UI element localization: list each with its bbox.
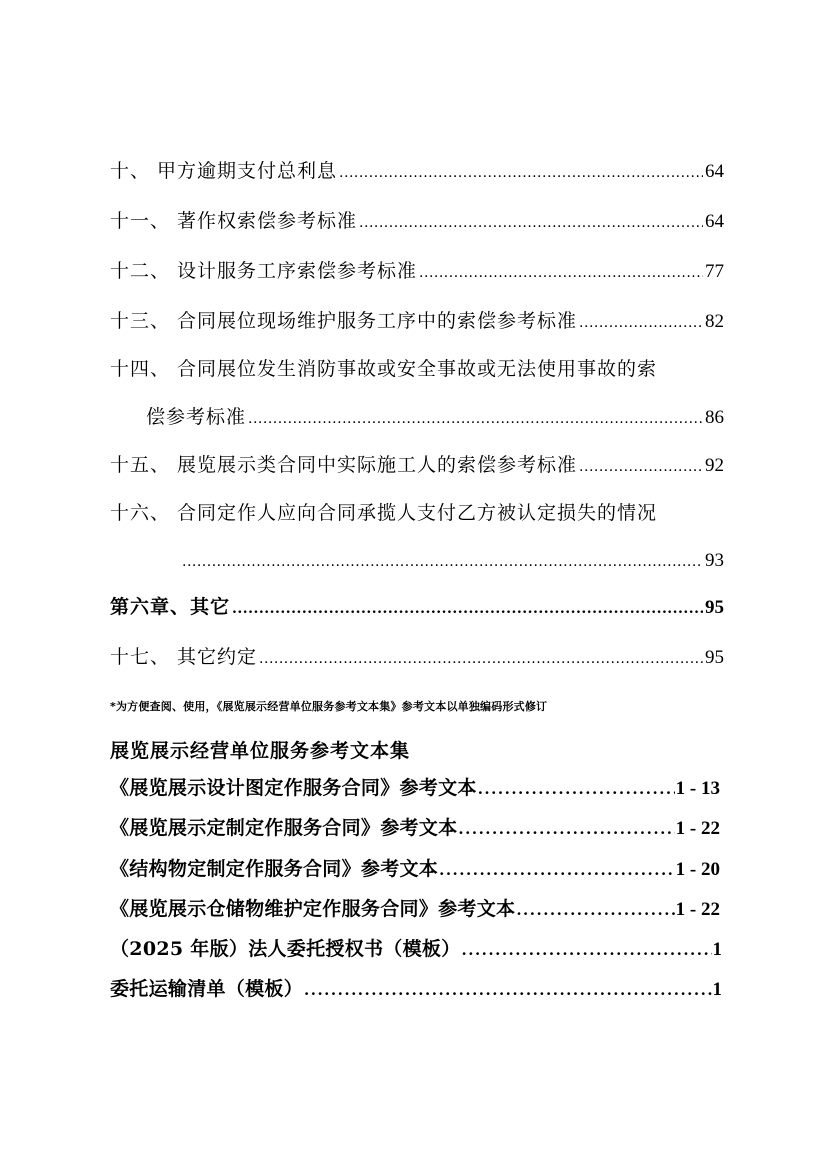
reference-item-page: 1 xyxy=(712,939,722,960)
reference-item-title: 委托运输清单（模板） xyxy=(110,978,304,1000)
reference-item-2[interactable] xyxy=(110,815,720,842)
leader-dots xyxy=(439,857,675,883)
reference-item-title: 《展览展示仓储物维护定作服务合同》参考文本 xyxy=(110,898,516,920)
toc-entry-15[interactable] xyxy=(110,452,724,480)
leader-dots xyxy=(232,596,703,622)
reference-item-3[interactable] xyxy=(110,856,720,883)
toc-entry-page: 95 xyxy=(705,647,724,668)
reference-item-page: 1 - 22 xyxy=(675,899,720,920)
toc-entry-title: 十一、 著作权索偿参考标准 xyxy=(110,210,358,232)
toc-entry-12[interactable] xyxy=(110,258,724,286)
leader-dots xyxy=(516,897,674,923)
leader-dots xyxy=(579,310,703,336)
toc-chapter-6[interactable] xyxy=(110,594,724,622)
reference-item-1[interactable] xyxy=(110,775,720,802)
toc-entry-16[interactable] xyxy=(110,500,724,575)
reference-item-4[interactable] xyxy=(110,896,720,923)
reference-set-title: 展览展示经营单位服务参考文本集 xyxy=(110,740,411,762)
toc-entry-page: 77 xyxy=(705,261,724,282)
toc-entry-page: 93 xyxy=(705,550,724,571)
leader-dots xyxy=(304,977,711,1003)
leader-dots xyxy=(339,160,703,186)
leader-dots xyxy=(579,454,703,480)
toc-chapter-title: 第六章、其它 xyxy=(110,596,231,618)
toc-entry-page: 64 xyxy=(705,211,724,232)
toc-entry-10[interactable] xyxy=(110,158,724,186)
toc-chapter-page: 95 xyxy=(705,597,724,618)
leader-dots xyxy=(458,816,674,842)
leader-dots xyxy=(259,646,703,672)
reference-item-page: 1 - 13 xyxy=(675,778,720,799)
toc-entry-title-line1: 十四、 合同展位发生消防事故或安全事故或无法使用事故的索 xyxy=(110,358,658,380)
reference-item-5[interactable] xyxy=(110,936,722,963)
reference-item-page: 1 xyxy=(712,979,722,1000)
toc-entry-title-line1: 十六、 合同定作人应向合同承揽人支付乙方被认定损失的情况 xyxy=(110,502,658,524)
reference-item-title: 《展览展示定制定作服务合同》参考文本 xyxy=(110,817,458,839)
toc-entry-title: 十三、 合同展位现场维护服务工序中的索偿参考标准 xyxy=(110,310,578,332)
toc-entry-11[interactable] xyxy=(110,208,724,236)
leader-dots xyxy=(359,210,703,236)
toc-entry-13[interactable] xyxy=(110,308,724,336)
toc-entry-page: 82 xyxy=(705,311,724,332)
toc-entry-title-line2: 偿参考标准 xyxy=(146,406,247,428)
toc-entry-17[interactable] xyxy=(110,644,724,672)
reference-item-title: （2025 年版）法人委托授权书（模板） xyxy=(110,938,461,960)
toc-entry-title: 十二、 设计服务工序索偿参考标准 xyxy=(110,260,418,282)
toc-entry-title: 十七、 其它约定 xyxy=(110,646,258,668)
leader-dots xyxy=(248,406,703,432)
reference-item-page: 1 - 22 xyxy=(675,818,720,839)
reference-item-title: 《结构物定制定作服务合同》参考文本 xyxy=(110,858,439,880)
reference-item-title: 《展览展示设计图定作服务合同》参考文本 xyxy=(110,777,477,799)
leader-dots xyxy=(182,549,703,575)
reference-item-6[interactable] xyxy=(110,976,722,1003)
leader-dots xyxy=(478,776,675,802)
toc-entry-page: 86 xyxy=(705,407,724,428)
leader-dots xyxy=(419,260,703,286)
leader-dots xyxy=(462,937,712,963)
toc-entry-title: 十五、 展览展示类合同中实际施工人的索偿参考标准 xyxy=(110,454,578,476)
toc-entry-14[interactable] xyxy=(110,356,724,432)
toc-entry-page: 64 xyxy=(705,161,724,182)
toc-entry-page: 92 xyxy=(705,455,724,476)
reference-item-page: 1 - 20 xyxy=(675,859,720,880)
revision-note: *为方便查阅、使用，《展览展示经营单位服务参考文本集》参考文本以单独编码形式修订 xyxy=(110,700,548,713)
toc-entry-title: 十、 甲方逾期支付总利息 xyxy=(110,160,338,182)
